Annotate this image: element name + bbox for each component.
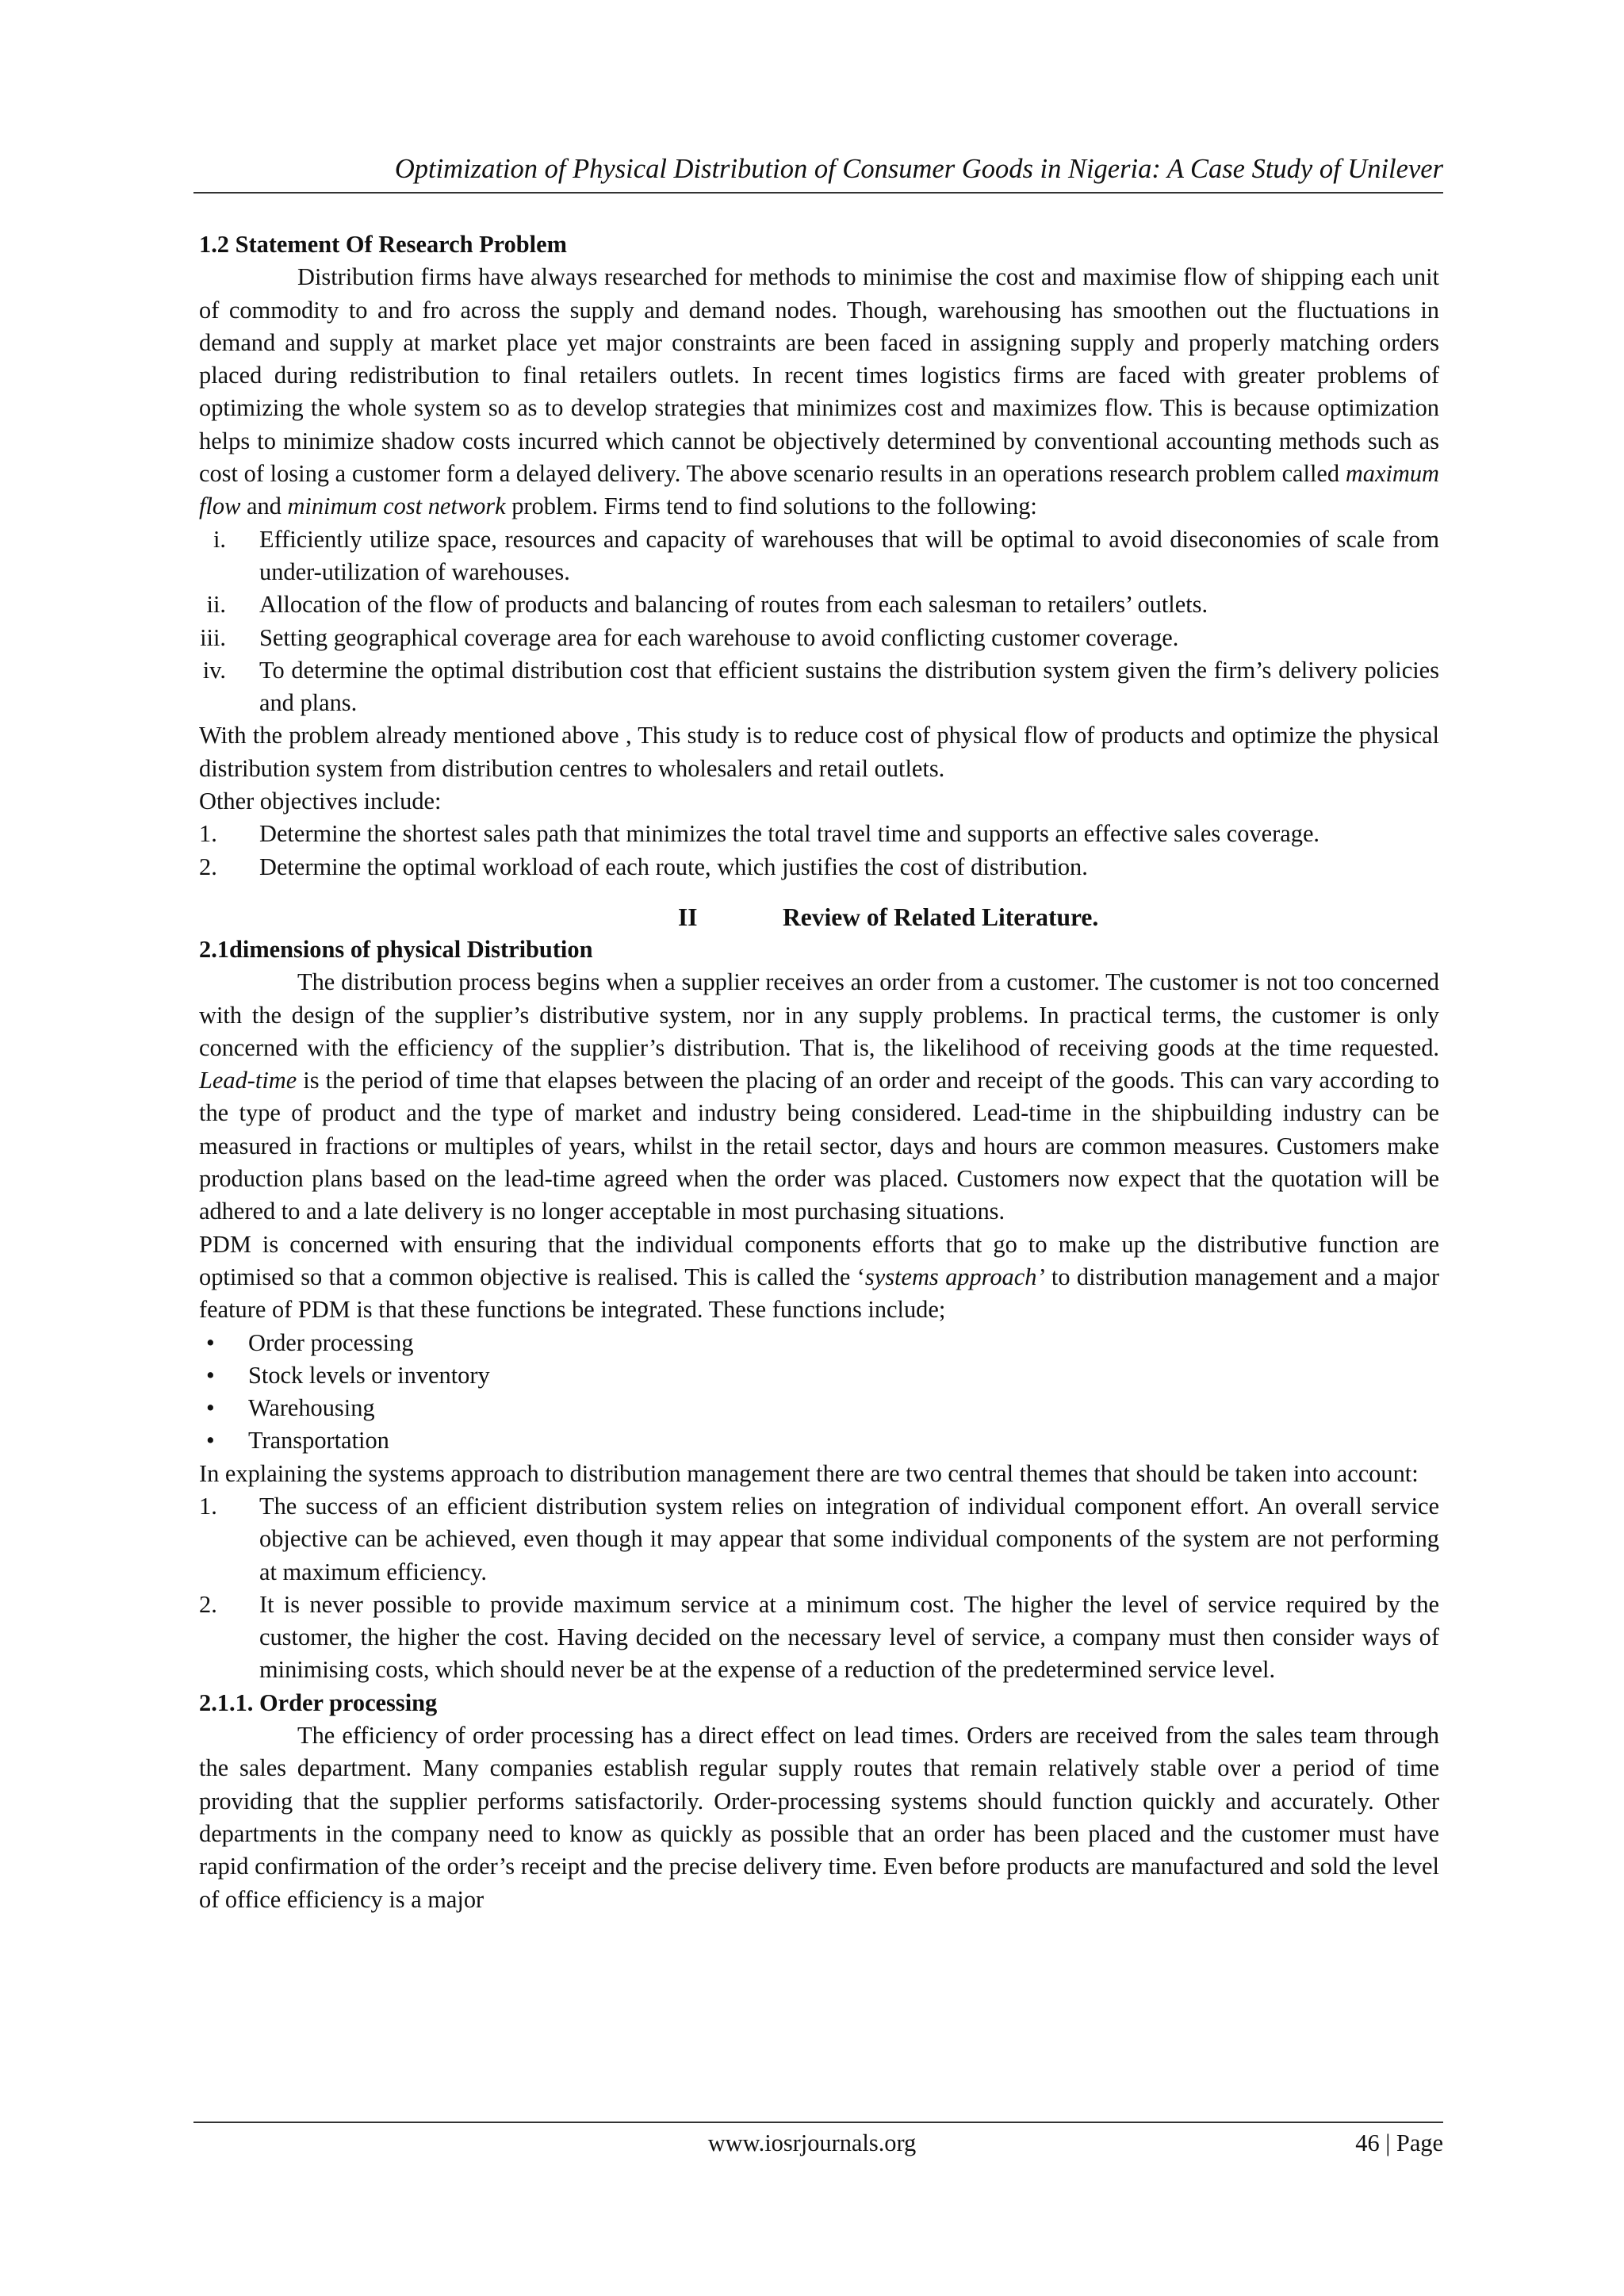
section-number: II xyxy=(678,903,698,931)
functions-list xyxy=(199,1327,1439,1458)
running-header: Optimization of Physical Distribution of Consumer Goods in Nigeria: A Case Study of Unilever xyxy=(394,154,1443,184)
list-item: • Stock levels or inventory xyxy=(206,1361,490,1389)
journal-website: www.iosrjournals.org xyxy=(707,2129,917,2156)
list-item: ii. Allocation of the flow of products and balancing of routes from each salesman to retailers’ outlets. xyxy=(206,591,1208,619)
research-problem-paragraph: Distribution firms have always researched for methods to minimise the cost and maximise flow of shipping each unit of commodity to and fro across the supply and demand nodes. Though, warehousing has smoothen out the fluctuations in demand and supply at market place yet major constraints are been faced in assigning supply and properly matching orders placed during redistribution to final retailers outlets. In recent times logistics firms are faced with greater problems of optimizing the whole system so as to develop strategies that minimizes cost and maximizes flow. This is because optimization helps to minimize shadow costs incurred which cannot be objectively determined by conventional accounting methods such as cost of losing a customer form a delayed delivery. The above scenario results in an operations research problem called maximum flow and minimum cost network problem. Firms tend to find solutions to the following: xyxy=(199,263,1439,520)
systems-approach-paragraph: In explaining the systems approach to distribution management there are two central themes that should be taken into account: xyxy=(199,1459,1419,1487)
footer-divider xyxy=(193,2122,1443,2123)
list-item: 1. The success of an efficient distribution system relies on integration of individual component effort. An overall service objective can be achieved, even though it may appear that some individual components of the system are not performing at maximum efficiency. xyxy=(199,1492,1439,1585)
list-item: • Order processing xyxy=(206,1328,414,1356)
list-item: iii. Setting geographical coverage area for each warehouse to avoid conflicting customer coverage. xyxy=(200,623,1179,651)
list-item: 1. Determine the shortest sales path that minimizes the total travel time and supports an effective sales coverage. xyxy=(199,820,1320,848)
list-item: 2. It is never possible to provide maximum service at a minimum cost. The higher the level of service required by the customer, the higher the cost. Having decided on the necessary level of service, a company must then consider ways of minimising costs, which should never be at the expense of a reduction of the predetermined service level. xyxy=(199,1590,1439,1684)
subsection-2-1-heading: 2.1dimensions of physical Distribution xyxy=(199,935,593,963)
list-item: • Warehousing xyxy=(206,1394,375,1422)
solutions-list xyxy=(199,523,1439,720)
subsection-2-1-1-heading: 2.1.1. Order processing xyxy=(199,1688,438,1716)
section-1-2-heading: 1.2 Statement Of Research Problem xyxy=(199,231,567,258)
objectives-list xyxy=(199,818,1439,884)
list-item: iv. To determine the optimal distribution cost that efficient sustains the distribution system given the firm’s delivery policies and plans. xyxy=(202,656,1439,717)
list-item: 2. Determine the optimal workload of each route, which justifies the cost of distribution. xyxy=(199,853,1088,880)
header-divider xyxy=(193,192,1443,194)
section-2-title xyxy=(199,901,1439,933)
list-item: i. Efficiently utilize space, resources and capacity of warehouses that will be optimal to avoid diseconomies of scale from under-utilization of warehouses. xyxy=(213,525,1439,585)
pdm-paragraph: PDM is concerned with ensuring that the individual components efforts that go to make up the distributive function are optimised so that a common objective is realised. This is called the ‘systems approach’ to distribution management and a major feature of PDM is that these functions be integrated. These functions include; xyxy=(199,1230,1439,1324)
themes-list xyxy=(199,1490,1439,1687)
page-body xyxy=(199,228,1439,1916)
distribution-process-paragraph: The distribution process begins when a supplier receives an order from a customer. The customer is not too concerned with the design of the supplier’s distributive system, nor in any supply problems. In practical terms, the customer is only concerned with the efficiency of the supplier’s distribution. That is, the likelihood of receiving goods at the time requested. Lead-time is the period of time that elapses between the placing of an order and receipt of the goods. This can vary according to the type of product and the type of market and industry being considered. Lead-time in the shipbuilding industry can be measured in fractions or multiples of years, whilst in the retail sector, days and hours are common measures. Customers make production plans based on the lead-time agreed when the order was placed. Customers now expect that the quotation will be adhered to and a late delivery is no longer acceptable in most purchasing situations. xyxy=(199,968,1439,1225)
study-aim-paragraph: With the problem already mentioned above , This study is to reduce cost of physical flow of products and optimize the physical distribution system from distribution centres to wholesalers and retail outlets. xyxy=(199,722,1439,782)
list-item: • Transportation xyxy=(206,1427,389,1455)
other-objectives-label: Other objectives include: xyxy=(199,788,442,815)
order-processing-paragraph: The efficiency of order processing has a direct effect on lead times. Orders are received from the sales team through the sales department. Many companies establish regular supply routes that remain relatively stable over a period of time providing that the supplier performs satisfactorily. Order-processing systems should function quickly and accurately. Other departments in the company need to know as quickly as possible that an order has been placed and the customer must have rapid confirmation of the order’s receipt and the precise delivery time. Even before products are manufactured and sold the level of office efficiency is a major xyxy=(199,1722,1439,1913)
page-number: 46 | Page xyxy=(1355,2129,1443,2156)
section-title-text: Review of Related Literature. xyxy=(783,903,1099,931)
